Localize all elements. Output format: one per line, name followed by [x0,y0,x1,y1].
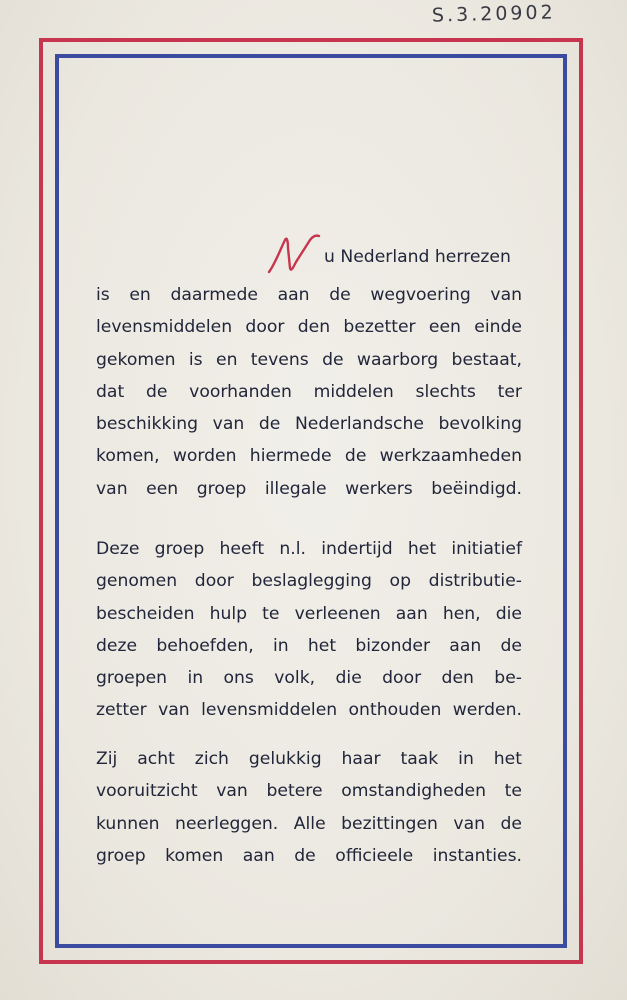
text-line: dat de voorhanden middelen slechts ter [96,381,522,402]
drop-cap-n [266,234,328,274]
catalog-number: S.3.20902 [431,1,556,27]
paragraph-1 [96,279,522,505]
text-line: kunnen neerleggen. Alle bezittingen van de [96,813,522,834]
text-line: van een groep illegale werkers beëindigd. [96,478,522,499]
paragraph-2 [96,533,522,727]
paragraph1-first-line: u Nederland herrezen [324,247,511,267]
paragraph-3 [96,743,522,872]
text-line: genomen door beslaglegging op distributie- [96,571,522,592]
text-line: levensmiddelen door den bezetter een einde [96,317,522,338]
text-line: zetter van levensmiddelen onthouden werden. [96,700,522,721]
text-line: bescheiden hulp te verleenen aan hen, die [96,603,522,624]
text-line: groep komen aan de officieele instanties. [96,845,522,866]
text-line: beschikking van de Nederlandsche bevolking [96,414,522,435]
text-line: deze behoefden, in het bizonder aan de [96,635,522,656]
text-line: komen, worden hiermede de werkzaamheden [96,446,522,467]
text-line: is en daarmede aan de wegvoering van [96,285,522,305]
text-line: gekomen is en tevens de waarborg bestaat, [96,349,522,370]
text-line: Zij acht zich gelukkig haar taak in het [96,749,522,769]
text-line: groepen in ons volk, die door den be- [96,668,522,689]
text-line: vooruitzicht van betere omstandigheden te [96,781,522,802]
text-line: Deze groep heeft n.l. indertijd het initiatief [96,539,522,559]
first-line-block [266,234,526,274]
